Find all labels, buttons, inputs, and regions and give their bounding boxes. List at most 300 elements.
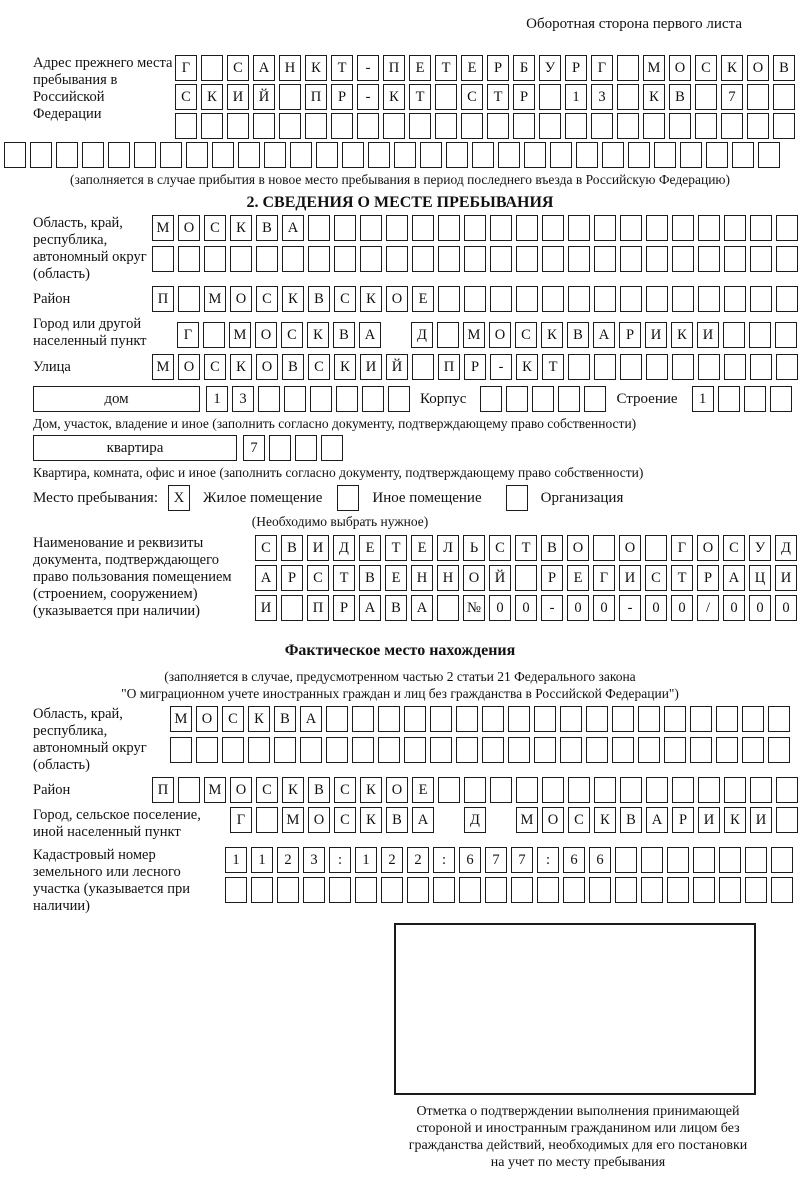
- char-cell: С: [334, 286, 356, 312]
- empty-cell: [612, 706, 634, 732]
- gorod-row: [33, 316, 800, 350]
- char-cell: 6: [589, 847, 611, 873]
- cadastral-block: [33, 847, 800, 915]
- empty-cell: [430, 737, 452, 763]
- empty-cell: [776, 246, 798, 272]
- char-cell: С: [256, 286, 278, 312]
- empty-cell: [212, 142, 234, 168]
- empty-cell: [698, 215, 720, 241]
- char-cell: И: [227, 84, 249, 110]
- document-row-3: [255, 595, 797, 621]
- empty-cell: [201, 55, 223, 81]
- char-cell: К: [671, 322, 693, 348]
- empty-cell: [693, 877, 715, 903]
- empty-cell: [388, 386, 410, 412]
- empty-cell: [698, 246, 720, 272]
- char-cell: И: [360, 354, 382, 380]
- char-cell: 7: [485, 847, 507, 873]
- empty-cell: [336, 386, 358, 412]
- char-cell: А: [255, 565, 277, 591]
- char-cell: И: [697, 322, 719, 348]
- prev-address-row-2: [175, 84, 795, 110]
- empty-cell: [594, 215, 616, 241]
- empty-cell: [394, 142, 416, 168]
- empty-cell: [381, 877, 403, 903]
- empty-cell: [435, 113, 457, 139]
- empty-cell: [310, 386, 332, 412]
- char-cell: О: [489, 322, 511, 348]
- empty-cell: [248, 737, 270, 763]
- empty-cell: [464, 777, 486, 803]
- char-cell: Р: [331, 84, 353, 110]
- char-cell: В: [308, 286, 330, 312]
- char-cell: 2: [381, 847, 403, 873]
- char-cell: Е: [409, 55, 431, 81]
- char-cell: М: [204, 777, 226, 803]
- empty-cell: [290, 142, 312, 168]
- empty-cell: [750, 354, 772, 380]
- empty-cell: [667, 877, 689, 903]
- char-cell: Г: [230, 807, 252, 833]
- empty-cell: [515, 565, 537, 591]
- empty-cell: [539, 84, 561, 110]
- char-cell: Р: [281, 565, 303, 591]
- fact-oblast-rows: [170, 706, 790, 763]
- cadastral-label: Кадастровый номер земельного или лесного участка (указывается при наличии): [33, 847, 190, 914]
- empty-cell: [438, 246, 460, 272]
- empty-cell: [30, 142, 52, 168]
- empty-cell: [490, 215, 512, 241]
- char-cell: В: [282, 354, 304, 380]
- char-cell: 1: [251, 847, 273, 873]
- char-cell: К: [307, 322, 329, 348]
- empty-cell: [326, 737, 348, 763]
- char-cell: И: [775, 565, 797, 591]
- empty-cell: [386, 246, 408, 272]
- empty-cell: [646, 246, 668, 272]
- checkbox-inoe: [337, 485, 359, 511]
- char-cell: П: [307, 595, 329, 621]
- empty-cell: [230, 246, 252, 272]
- empty-cell: [742, 706, 764, 732]
- raion-label: Район: [33, 291, 71, 307]
- empty-cell: [698, 777, 720, 803]
- char-cell: -: [357, 55, 379, 81]
- char-cell: И: [750, 807, 772, 833]
- empty-cell: [295, 435, 317, 461]
- fact-oblast-label: Область, край, республика, автономный округ (область): [33, 706, 147, 773]
- char-cell: 1: [355, 847, 377, 873]
- char-cell: Й: [386, 354, 408, 380]
- char-cell: К: [334, 354, 356, 380]
- empty-cell: [776, 286, 798, 312]
- char-cell: Р: [672, 807, 694, 833]
- char-cell: И: [698, 807, 720, 833]
- char-cell: В: [256, 215, 278, 241]
- char-cell: П: [383, 55, 405, 81]
- empty-cell: [256, 246, 278, 272]
- prev-address-block: [33, 55, 800, 139]
- empty-cell: [378, 737, 400, 763]
- empty-cell: [430, 706, 452, 732]
- empty-cell: [620, 286, 642, 312]
- char-cell: Т: [515, 535, 537, 561]
- char-cell: А: [359, 322, 381, 348]
- empty-cell: [620, 215, 642, 241]
- char-cell: 3: [303, 847, 325, 873]
- empty-cell: [750, 777, 772, 803]
- empty-cell: [718, 386, 740, 412]
- char-cell: С: [255, 535, 277, 561]
- char-cell: А: [646, 807, 668, 833]
- document-label: Наименование и реквизиты документа, подтверждающего право пользования помещением (строением, сооружением) (указывается при наличии): [33, 535, 232, 619]
- empty-cell: [645, 535, 667, 561]
- char-cell: О: [196, 706, 218, 732]
- empty-cell: [360, 215, 382, 241]
- empty-cell: [256, 807, 278, 833]
- empty-cell: [646, 354, 668, 380]
- page-corner-note: Оборотная сторона первого листа: [526, 16, 742, 32]
- empty-cell: [612, 737, 634, 763]
- empty-cell: [576, 142, 598, 168]
- empty-cell: [472, 142, 494, 168]
- prev-address-rows: [175, 55, 795, 139]
- char-cell: :: [537, 847, 559, 873]
- empty-cell: [719, 877, 741, 903]
- empty-cell: [352, 706, 374, 732]
- char-cell: С: [227, 55, 249, 81]
- empty-cell: [776, 354, 798, 380]
- char-cell: Г: [593, 565, 615, 591]
- empty-cell: [672, 286, 694, 312]
- document-rows: [255, 535, 797, 621]
- char-cell: К: [724, 807, 746, 833]
- char-cell: С: [204, 354, 226, 380]
- char-cell: А: [411, 595, 433, 621]
- char-cell: Е: [412, 777, 434, 803]
- empty-cell: [745, 847, 767, 873]
- empty-cell: [321, 435, 343, 461]
- char-cell: В: [333, 322, 355, 348]
- empty-cell: [776, 777, 798, 803]
- fact-raion-cells: [152, 777, 798, 803]
- char-cell: 2: [277, 847, 299, 873]
- char-cell: М: [152, 354, 174, 380]
- empty-cell: [82, 142, 104, 168]
- empty-cell: [334, 246, 356, 272]
- empty-cell: [284, 386, 306, 412]
- empty-cell: [258, 386, 280, 412]
- char-cell: Ц: [749, 565, 771, 591]
- raion-row: [33, 286, 800, 312]
- empty-cell: [506, 386, 528, 412]
- empty-cell: [300, 737, 322, 763]
- char-cell: А: [282, 215, 304, 241]
- empty-cell: [672, 354, 694, 380]
- empty-cell: [716, 737, 738, 763]
- empty-cell: [638, 706, 660, 732]
- empty-cell: [56, 142, 78, 168]
- empty-cell: [305, 113, 327, 139]
- char-cell: О: [308, 807, 330, 833]
- empty-cell: [201, 113, 223, 139]
- checkbox-organizaciya: [506, 485, 528, 511]
- char-cell: 7: [243, 435, 265, 461]
- fact-gorod-row: [33, 807, 800, 841]
- empty-cell: [238, 142, 260, 168]
- char-cell: О: [567, 535, 589, 561]
- empty-cell: [264, 142, 286, 168]
- char-cell: В: [620, 807, 642, 833]
- empty-cell: [749, 322, 771, 348]
- char-cell: П: [305, 84, 327, 110]
- char-cell: К: [248, 706, 270, 732]
- empty-cell: [516, 777, 538, 803]
- char-cell: Б: [513, 55, 535, 81]
- empty-cell: [357, 113, 379, 139]
- empty-cell: [134, 142, 156, 168]
- empty-cell: [591, 113, 613, 139]
- empty-cell: [690, 706, 712, 732]
- char-cell: О: [669, 55, 691, 81]
- prev-address-row-1: [175, 55, 795, 81]
- char-cell: Г: [591, 55, 613, 81]
- fact-raion-label: Район: [33, 782, 71, 798]
- empty-cell: [251, 877, 273, 903]
- empty-cell: [698, 354, 720, 380]
- empty-cell: [643, 113, 665, 139]
- empty-cell: [326, 706, 348, 732]
- gorod-label: Город или другой населенный пункт: [33, 316, 147, 349]
- empty-cell: [482, 737, 504, 763]
- char-cell: А: [723, 565, 745, 591]
- oblast-block: [33, 215, 800, 283]
- char-cell: К: [360, 286, 382, 312]
- empty-cell: [490, 246, 512, 272]
- char-cell: 2: [407, 847, 429, 873]
- dom-cells: [206, 386, 410, 412]
- fact-gorod-cells: [230, 807, 798, 833]
- char-cell: П: [152, 286, 174, 312]
- empty-cell: [568, 215, 590, 241]
- char-cell: Е: [412, 286, 434, 312]
- char-cell: С: [307, 565, 329, 591]
- char-cell: 1: [206, 386, 228, 412]
- empty-cell: [744, 386, 766, 412]
- empty-cell: [253, 113, 275, 139]
- char-cell: Г: [177, 322, 199, 348]
- char-cell: Е: [411, 535, 433, 561]
- empty-cell: [565, 113, 587, 139]
- prev-address-row-3: [175, 113, 795, 139]
- empty-cell: [750, 286, 772, 312]
- char-cell: М: [516, 807, 538, 833]
- kvartira-cells: [243, 435, 343, 461]
- empty-cell: [485, 877, 507, 903]
- empty-cell: [456, 737, 478, 763]
- char-cell: Р: [541, 565, 563, 591]
- fact-location-note: (заполняется в случае, предусмотренном частью 2 статьи 21 Федерального закона "О миграционном учете иностранных граждан и лиц без гражданства в Российской Федерации"): [121, 669, 679, 701]
- empty-cell: [654, 142, 676, 168]
- empty-cell: [664, 737, 686, 763]
- char-cell: 0: [567, 595, 589, 621]
- char-cell: 3: [591, 84, 613, 110]
- empty-cell: [534, 737, 556, 763]
- char-cell: :: [433, 847, 455, 873]
- char-cell: М: [152, 215, 174, 241]
- char-cell: С: [723, 535, 745, 561]
- empty-cell: [721, 113, 743, 139]
- empty-cell: [227, 113, 249, 139]
- empty-cell: [558, 386, 580, 412]
- char-cell: М: [204, 286, 226, 312]
- char-cell: Т: [385, 535, 407, 561]
- stroenie-cells: [692, 386, 792, 412]
- char-cell: Д: [411, 322, 433, 348]
- char-cell: Р: [619, 322, 641, 348]
- char-cell: 0: [489, 595, 511, 621]
- empty-cell: [316, 142, 338, 168]
- char-cell: А: [359, 595, 381, 621]
- char-cell: Р: [565, 55, 587, 81]
- empty-cell: [724, 354, 746, 380]
- empty-cell: [542, 246, 564, 272]
- kvartira-note: Квартира, комната, офис и иное (заполнить согласно документу, подтверждающему право собственности): [33, 465, 644, 480]
- char-cell: Й: [489, 565, 511, 591]
- empty-cell: [532, 386, 554, 412]
- empty-cell: [433, 877, 455, 903]
- empty-cell: [331, 113, 353, 139]
- empty-cell: [747, 113, 769, 139]
- empty-cell: [303, 877, 325, 903]
- char-cell: К: [541, 322, 563, 348]
- empty-cell: [586, 737, 608, 763]
- empty-cell: [407, 877, 429, 903]
- empty-cell: [745, 877, 767, 903]
- char-cell: К: [594, 807, 616, 833]
- oblast-row-1: [152, 215, 798, 241]
- char-cell: 0: [645, 595, 667, 621]
- prev-address-label: Адрес прежнего места пребывания в Российской Федерации: [33, 55, 173, 122]
- char-cell: С: [515, 322, 537, 348]
- char-cell: М: [282, 807, 304, 833]
- char-cell: И: [255, 595, 277, 621]
- char-cell: 6: [563, 847, 585, 873]
- empty-cell: [4, 142, 26, 168]
- char-cell: Р: [697, 565, 719, 591]
- empty-cell: [480, 386, 502, 412]
- empty-cell: [770, 386, 792, 412]
- char-cell: В: [385, 595, 407, 621]
- stay-type-row: [33, 485, 800, 511]
- char-cell: К: [230, 215, 252, 241]
- empty-cell: [602, 142, 624, 168]
- char-cell: М: [170, 706, 192, 732]
- empty-cell: [464, 246, 486, 272]
- empty-cell: [695, 113, 717, 139]
- empty-cell: [225, 877, 247, 903]
- fact-raion-row: [33, 777, 800, 803]
- ulitsa-row: [33, 354, 800, 380]
- empty-cell: [620, 246, 642, 272]
- char-cell: К: [282, 777, 304, 803]
- empty-cell: [568, 777, 590, 803]
- char-cell: А: [412, 807, 434, 833]
- gorod-cells: [177, 322, 797, 348]
- char-cell: О: [386, 286, 408, 312]
- char-cell: В: [274, 706, 296, 732]
- char-cell: О: [463, 565, 485, 591]
- empty-cell: [716, 706, 738, 732]
- char-cell: Т: [487, 84, 509, 110]
- ulitsa-label: Улица: [33, 359, 71, 375]
- empty-cell: [594, 246, 616, 272]
- char-cell: №: [463, 595, 485, 621]
- confirmation-stamp-caption: Отметка о подтверждении выполнения принимающей стороной и иностранным гражданином или лицом без гражданства действий, необходимых для его постановки на учет по месту пребывания: [408, 1104, 748, 1170]
- char-cell: О: [230, 286, 252, 312]
- empty-cell: [615, 847, 637, 873]
- empty-cell: [542, 215, 564, 241]
- char-cell: 7: [721, 84, 743, 110]
- empty-cell: [196, 737, 218, 763]
- empty-cell: [464, 286, 486, 312]
- char-cell: В: [359, 565, 381, 591]
- empty-cell: [360, 246, 382, 272]
- empty-cell: [537, 877, 559, 903]
- char-cell: О: [542, 807, 564, 833]
- char-cell: 0: [671, 595, 693, 621]
- empty-cell: [508, 737, 530, 763]
- char-cell: -: [490, 354, 512, 380]
- empty-cell: [594, 777, 616, 803]
- empty-cell: [773, 84, 795, 110]
- empty-cell: [498, 142, 520, 168]
- document-row-2: [255, 565, 797, 591]
- empty-cell: [178, 246, 200, 272]
- empty-cell: [646, 286, 668, 312]
- char-cell: Т: [542, 354, 564, 380]
- empty-cell: [620, 777, 642, 803]
- empty-cell: [724, 215, 746, 241]
- empty-cell: [386, 215, 408, 241]
- empty-cell: [550, 142, 572, 168]
- char-cell: К: [383, 84, 405, 110]
- stroenie-label: Строение: [616, 391, 678, 407]
- char-cell: И: [307, 535, 329, 561]
- empty-cell: [723, 322, 745, 348]
- char-cell: Н: [437, 565, 459, 591]
- korpus-cells: [480, 386, 606, 412]
- ulitsa-cells: [152, 354, 798, 380]
- char-cell: С: [175, 84, 197, 110]
- char-cell: С: [204, 215, 226, 241]
- empty-cell: [617, 55, 639, 81]
- char-cell: С: [308, 354, 330, 380]
- empty-cell: [617, 113, 639, 139]
- empty-cell: [461, 113, 483, 139]
- cadastral-row-2: [225, 877, 793, 903]
- cell-gap: [385, 322, 407, 348]
- dom-note: Дом, участок, владение и иное (заполнить согласно документу, подтверждающему право собственности): [33, 416, 637, 431]
- empty-cell: [308, 246, 330, 272]
- empty-cell: [724, 777, 746, 803]
- empty-cell: [203, 322, 225, 348]
- char-cell: С: [461, 84, 483, 110]
- fact-oblast-row-2: [170, 737, 790, 763]
- char-cell: Й: [253, 84, 275, 110]
- empty-cell: [456, 706, 478, 732]
- fact-gorod-label: Город, сельское поселение, иной населенный пункт: [33, 807, 201, 840]
